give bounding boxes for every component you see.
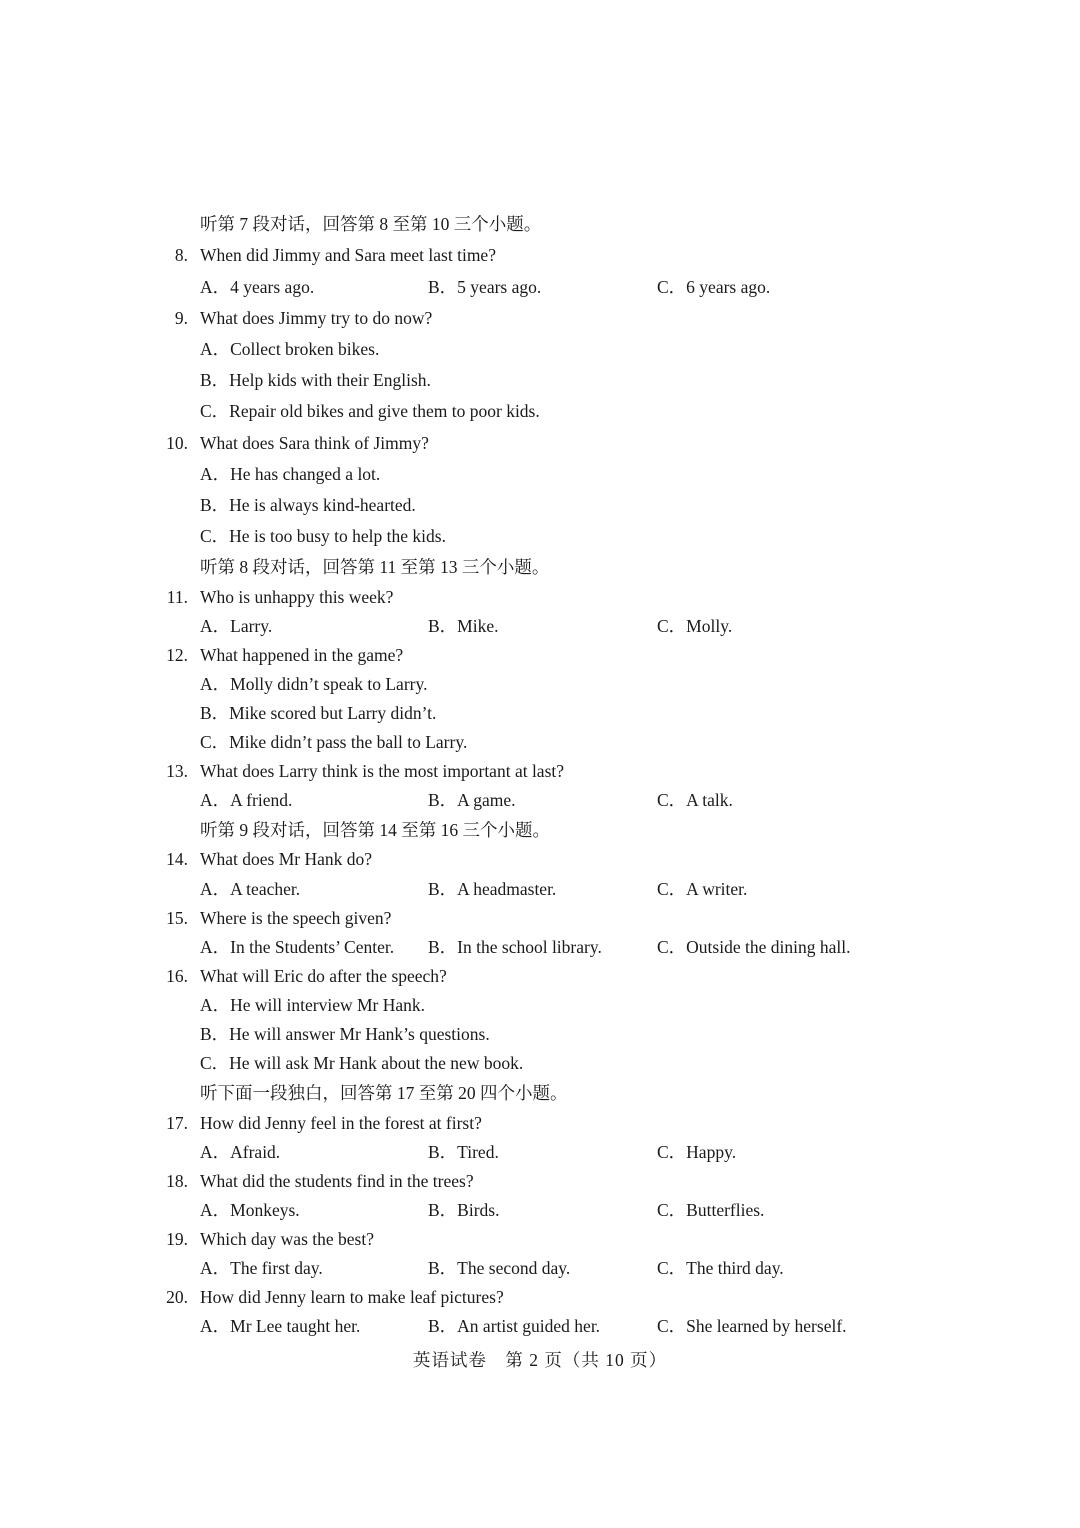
option-c: C．The third day. xyxy=(657,1258,784,1278)
option-a: A．Mr Lee taught her. xyxy=(200,1316,361,1336)
question-number: 12. xyxy=(166,645,188,665)
option-a: A．The first day. xyxy=(200,1258,323,1278)
question-number: 15. xyxy=(166,908,188,928)
option-b: B．He will answer Mr Hank’s questions. xyxy=(200,1024,490,1044)
question-text: What does Larry think is the most important at last? xyxy=(200,761,565,781)
question-text: What did the students find in the trees? xyxy=(200,1171,474,1191)
option-a: A．A friend. xyxy=(200,790,293,810)
option-b: B．Help kids with their English. xyxy=(200,370,431,390)
option-a: A．A teacher. xyxy=(200,879,301,899)
option-c: C．He is too busy to help the kids. xyxy=(200,526,446,546)
question-number: 8. xyxy=(174,245,188,265)
option-a: A．Afraid. xyxy=(200,1142,281,1162)
option-c: C．She learned by herself. xyxy=(657,1316,847,1336)
question-text: What happened in the game? xyxy=(200,645,404,665)
question-text: What does Jimmy try to do now? xyxy=(200,308,433,328)
option-b: B．Mike. xyxy=(428,616,499,636)
option-b: B．An artist guided her. xyxy=(428,1316,601,1336)
question-text: Which day was the best? xyxy=(200,1229,374,1249)
option-c: C．Happy. xyxy=(657,1142,737,1162)
option-b: B．Birds. xyxy=(428,1200,500,1220)
option-a: A．He will interview Mr Hank. xyxy=(200,995,426,1015)
page-footer: 英语试卷 第 2 页（共 10 页） xyxy=(412,1350,668,1370)
option-c: C．Outside the dining hall. xyxy=(657,937,851,957)
question-text: What will Eric do after the speech? xyxy=(200,966,447,986)
option-b: B．The second day. xyxy=(428,1258,571,1278)
option-a: A．Molly didn’t speak to Larry. xyxy=(200,674,428,694)
question-number: 13. xyxy=(166,761,188,781)
option-b: B．A headmaster. xyxy=(428,879,557,899)
question-text: When did Jimmy and Sara meet last time? xyxy=(200,245,496,265)
option-b: B．In the school library. xyxy=(428,937,602,957)
option-b: B．Mike scored but Larry didn’t. xyxy=(200,703,437,723)
option-a: A．He has changed a lot. xyxy=(200,464,381,484)
option-c: C．Molly. xyxy=(657,616,733,636)
option-b: B．A game. xyxy=(428,790,516,810)
option-a: A．Monkeys. xyxy=(200,1200,300,1220)
option-c: C．A writer. xyxy=(657,879,748,899)
section-heading: 听第 7 段对话，回答第 8 至第 10 三个小题。 xyxy=(200,214,542,234)
option-a: A．Collect broken bikes. xyxy=(200,339,380,359)
question-text: What does Mr Hank do? xyxy=(200,849,373,869)
question-number: 19. xyxy=(166,1229,188,1249)
question-number: 9. xyxy=(174,308,188,328)
option-c: C．6 years ago. xyxy=(657,277,771,297)
question-number: 18. xyxy=(166,1171,188,1191)
question-text: Who is unhappy this week? xyxy=(200,587,394,607)
question-text: Where is the speech given? xyxy=(200,908,392,928)
question-text: What does Sara think of Jimmy? xyxy=(200,433,429,453)
option-c: C．A talk. xyxy=(657,790,733,810)
question-number: 10. xyxy=(166,433,188,453)
option-b: B．Tired. xyxy=(428,1142,499,1162)
option-a: A．4 years ago. xyxy=(200,277,315,297)
question-text: How did Jenny learn to make leaf pictures? xyxy=(200,1287,504,1307)
question-number: 11. xyxy=(166,587,188,607)
question-number: 20. xyxy=(166,1287,188,1307)
question-number: 17. xyxy=(166,1113,188,1133)
option-a: A．Larry. xyxy=(200,616,273,636)
option-b: B．He is always kind-hearted. xyxy=(200,495,416,515)
option-c: C．Repair old bikes and give them to poor kids. xyxy=(200,401,540,421)
option-c: C．Butterflies. xyxy=(657,1200,765,1220)
option-c: C．He will ask Mr Hank about the new book. xyxy=(200,1053,524,1073)
section-heading: 听下面一段独白，回答第 17 至第 20 四个小题。 xyxy=(200,1083,568,1103)
option-c: C．Mike didn’t pass the ball to Larry. xyxy=(200,732,468,752)
option-b: B．5 years ago. xyxy=(428,277,542,297)
section-heading: 听第 9 段对话，回答第 14 至第 16 三个小题。 xyxy=(200,820,550,840)
question-number: 14. xyxy=(166,849,188,869)
question-number: 16. xyxy=(166,966,188,986)
section-heading: 听第 8 段对话，回答第 11 至第 13 三个小题。 xyxy=(200,557,550,577)
option-a: A．In the Students’ Center. xyxy=(200,937,395,957)
question-text: How did Jenny feel in the forest at first? xyxy=(200,1113,482,1133)
